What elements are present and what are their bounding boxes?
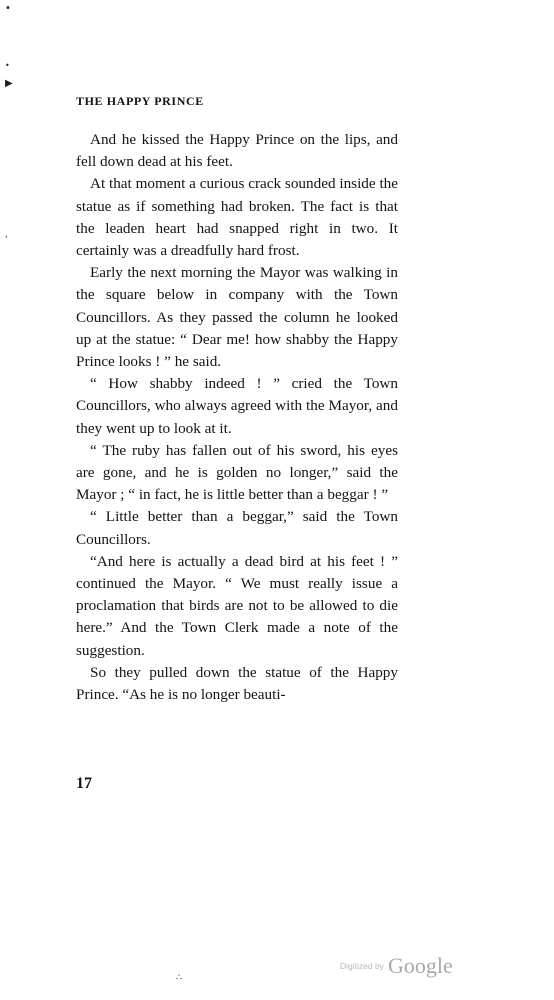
paragraph: “ Little better than a beggar,” said the Town Councillors.: [76, 508, 398, 548]
page-number: 17: [76, 775, 92, 792]
paragraph: “And here is actually a dead bird at his feet ! ” continued the Mayor. “ We must really issue a proclamation that birds are not to be allowed to die here.” And the Town Clerk made a note of the suggestion.: [76, 552, 398, 659]
watermark-prefix: Digitized by: [340, 960, 384, 971]
body-text: [76, 129, 398, 706]
paragraph: At that moment a curious crack sounded inside the statue as if something had broken. The fact is that the leaden heart had snapped right in two. It certainly was a dreadfully hard frost.: [76, 175, 398, 260]
running-head: THE HAPPY PRINCE: [76, 94, 204, 108]
scan-speck: ': [5, 235, 8, 245]
paragraph: “ How shabby indeed ! ” cried the Town Councillors, who always agreed with the Mayor, and they went up to look at it.: [76, 375, 398, 437]
scan-speck: •: [5, 3, 11, 14]
google-logo: Google: [387, 953, 453, 978]
scan-speck: •: [5, 61, 10, 70]
scan-speck: ∴: [176, 973, 182, 983]
digitization-watermark: [340, 955, 453, 977]
paragraph: So they pulled down the statue of the Happy Prince. “As he is no longer beauti-: [76, 663, 398, 704]
scan-speck: ▶: [5, 78, 13, 89]
paragraph: “ The ruby has fallen out of his sword, his eyes are gone, and he is golden no longer,” said the Mayor ; “ in fact, he is little better than a beggar ! ”: [76, 441, 398, 504]
paragraph: Early the next morning the Mayor was walking in the square below in company with the Town Councillors. As they passed the column he looked up at the statue: “ Dear me! how shabby the Happy Prince looks ! ” he said.: [76, 264, 398, 371]
paragraph: And he kissed the Happy Prince on the lips, and fell down dead at his feet.: [76, 131, 398, 171]
